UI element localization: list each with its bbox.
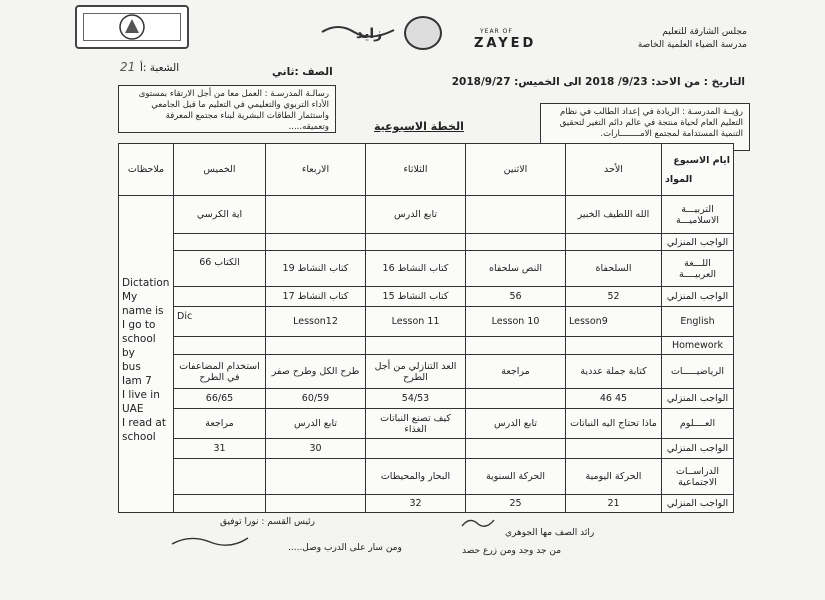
homework-cell <box>174 337 266 355</box>
table-row <box>119 409 734 439</box>
lesson-cell: الله اللطيف الخبير <box>566 196 662 234</box>
homework-cell <box>566 337 662 355</box>
notes-line: I live in <box>122 389 160 401</box>
table-row <box>119 196 734 234</box>
homework-label: الواجب المنزلي <box>662 389 734 409</box>
homework-cell <box>266 337 366 355</box>
homework-cell: 45 46 <box>566 389 662 409</box>
subjects-header: المواد <box>665 173 693 185</box>
lesson-cell: الكتاب 66 <box>174 251 266 287</box>
lesson-cell: كتاب النشاط 19 <box>266 251 366 287</box>
homework-cell: 66/65 <box>174 389 266 409</box>
lesson-cell <box>266 459 366 495</box>
homework-cell: 56 <box>466 287 566 307</box>
lesson-cell: كيف تصنع النباتات الغذاء <box>366 409 466 439</box>
notes-line: Dictation <box>122 277 170 289</box>
lesson-cell <box>174 459 266 495</box>
homework-cell <box>366 337 466 355</box>
dept-head-signature: رئيس القسم : نورا توفيق <box>220 517 316 527</box>
lesson-cell: تابع الدرس <box>266 409 366 439</box>
proverb-1: من جد وجد ومن زرع حصد <box>462 546 562 556</box>
homework-row <box>119 234 734 251</box>
notes-line: My name is <box>122 291 164 317</box>
weekly-plan-table <box>118 143 734 513</box>
homework-cell <box>566 439 662 459</box>
lesson-cell: كتاب النشاط 16 <box>366 251 466 287</box>
homework-cell: كتاب النشاط 17 <box>266 287 366 307</box>
homework-cell <box>466 389 566 409</box>
days-header: ايام الاسبوع <box>673 154 730 166</box>
homework-cell <box>266 495 366 513</box>
lesson-cell: مراجعة <box>466 355 566 389</box>
day-wednesday: الاربعاء <box>266 144 366 196</box>
homework-label: الواجب المنزلي <box>662 495 734 513</box>
homework-cell: 31 <box>174 439 266 459</box>
school-name: مدرسة الضياء العلمية الخاصة <box>637 40 747 50</box>
lesson-cell: تابع الدرس <box>366 196 466 234</box>
homework-cell <box>466 337 566 355</box>
lesson-cell: السلحفاة <box>566 251 662 287</box>
section-label: الشعبة :أ <box>140 62 180 74</box>
homework-cell: 30 <box>266 439 366 459</box>
notes-line: I go to <box>122 319 156 331</box>
homework-cell <box>466 439 566 459</box>
mission-box: رسالـة المدرسـة : العمل معا من أجل الارتقاء بمستوى الأداء التربوي والتعليمي في التعليم ما قبل الجامعي واستثمار الطاقات البشرية لبناء مجتمع المعرفة وتعميقه..... <box>118 85 336 133</box>
homework-row <box>119 439 734 459</box>
notes-line: UAE <box>122 403 144 415</box>
lesson-cell: العد التنازلي من أجل الطرح <box>366 355 466 389</box>
homework-label: الواجب المنزلي <box>662 234 734 251</box>
table-row <box>119 355 734 389</box>
homework-cell <box>566 234 662 251</box>
homework-cell <box>266 234 366 251</box>
day-monday: الاثنين <box>466 144 566 196</box>
school-logo <box>75 5 189 49</box>
grade-label: الصف :ثاني <box>272 66 333 78</box>
year-of-label: YEAR OF <box>480 28 513 35</box>
lesson-cell: الحركة اليومية <box>566 459 662 495</box>
lesson-cell: ماذا تحتاج اليه النباتات <box>566 409 662 439</box>
homework-cell: 32 <box>366 495 466 513</box>
homework-cell: 21 <box>566 495 662 513</box>
homework-label-english: Homework <box>662 337 734 355</box>
lesson-cell: Lesson 11 <box>366 307 466 337</box>
lesson-cell: Lesson12 <box>266 307 366 337</box>
lesson-cell: مراجعة <box>174 409 266 439</box>
subject-islamic: التربيـــة الاسلاميـــة <box>662 196 734 234</box>
subject-math: الرياضيـــــات <box>662 355 734 389</box>
notes-line: I read at <box>122 417 166 429</box>
date-line: التاريخ : من الاحد: 9/23/ 2018 الى الخميس: 2018/9/27 <box>451 76 745 88</box>
lesson-cell: استخدام المضاعفات في الطرح <box>174 355 266 389</box>
day-tuesday: الثلاثاء <box>366 144 466 196</box>
homework-label: الواجب المنزلي <box>662 439 734 459</box>
table-row <box>119 251 734 287</box>
subject-english: English <box>662 307 734 337</box>
homework-row <box>119 337 734 355</box>
homework-row <box>119 389 734 409</box>
lesson-cell: طرح الكل وطرح صفر <box>266 355 366 389</box>
notes-line: school <box>122 431 156 443</box>
lesson-cell <box>466 196 566 234</box>
notes-line: bus <box>122 361 141 373</box>
homework-row <box>119 287 734 307</box>
plan-title: الخطة الاسبوعية <box>374 120 464 133</box>
zayed-arabic: زايد <box>356 26 383 42</box>
lesson-cell: Lesson9 <box>566 307 662 337</box>
homework-cell <box>366 234 466 251</box>
class-leader-signature: رائد الصف مها الجوهري <box>505 528 595 538</box>
homework-cell: 60/59 <box>266 389 366 409</box>
proverb-2: ومن سار على الدرب وصل..... <box>288 543 402 553</box>
lesson-cell: النص سلحفاه <box>466 251 566 287</box>
subject-science: العــــلوم <box>662 409 734 439</box>
lesson-cell: Lesson 10 <box>466 307 566 337</box>
handwritten-number: 21 <box>120 60 136 74</box>
vision-box: رؤيــة المدرسـة : الريادة في إعداد الطالب في نظام التعليم العام لحياة منتجة في عالم دائم التغير لتحقيق التنمية المستدامة لمجتمع الامــــــــارات. <box>540 103 750 151</box>
signature-scribble-icon <box>170 530 250 550</box>
lesson-cell: البحار والمحيطات <box>366 459 466 495</box>
subject-arabic: اللـــغة العربيــــة <box>662 251 734 287</box>
day-sunday: الأحد <box>566 144 662 196</box>
notes-line: school by <box>122 333 156 359</box>
lesson-cell: اية الكرسي <box>174 196 266 234</box>
table-header-row <box>119 144 734 196</box>
lesson-cell: تابع الدرس <box>466 409 566 439</box>
table-row <box>119 307 734 337</box>
notes-cell <box>119 196 174 513</box>
signature-scribble-icon <box>458 514 498 532</box>
homework-cell <box>366 439 466 459</box>
homework-cell <box>174 495 266 513</box>
homework-row <box>119 495 734 513</box>
homework-cell: كتاب النشاط 15 <box>366 287 466 307</box>
notes-header: ملاحظات <box>119 144 174 196</box>
lesson-cell <box>266 196 366 234</box>
homework-cell: 52 <box>566 287 662 307</box>
homework-label: الواجب المنزلي <box>662 287 734 307</box>
lesson-cell: الحركة السنوية <box>466 459 566 495</box>
homework-cell: 54/53 <box>366 389 466 409</box>
homework-cell <box>466 234 566 251</box>
homework-cell <box>174 287 266 307</box>
days-subjects-header <box>662 144 734 196</box>
lesson-cell: كتابة جملة عددية <box>566 355 662 389</box>
council-name: مجلس الشارقة للتعليم <box>662 27 747 37</box>
homework-cell: 25 <box>466 495 566 513</box>
homework-cell <box>174 234 266 251</box>
subject-social-studies: الدراســات الاجتماعية <box>662 459 734 495</box>
table-row <box>119 459 734 495</box>
zayed-label: ZAYED <box>474 36 537 51</box>
zayed-portrait-icon <box>404 16 442 50</box>
lesson-cell: Dic <box>174 307 266 337</box>
notes-line: Iam 7 <box>122 375 152 387</box>
day-thursday: الخميس <box>174 144 266 196</box>
